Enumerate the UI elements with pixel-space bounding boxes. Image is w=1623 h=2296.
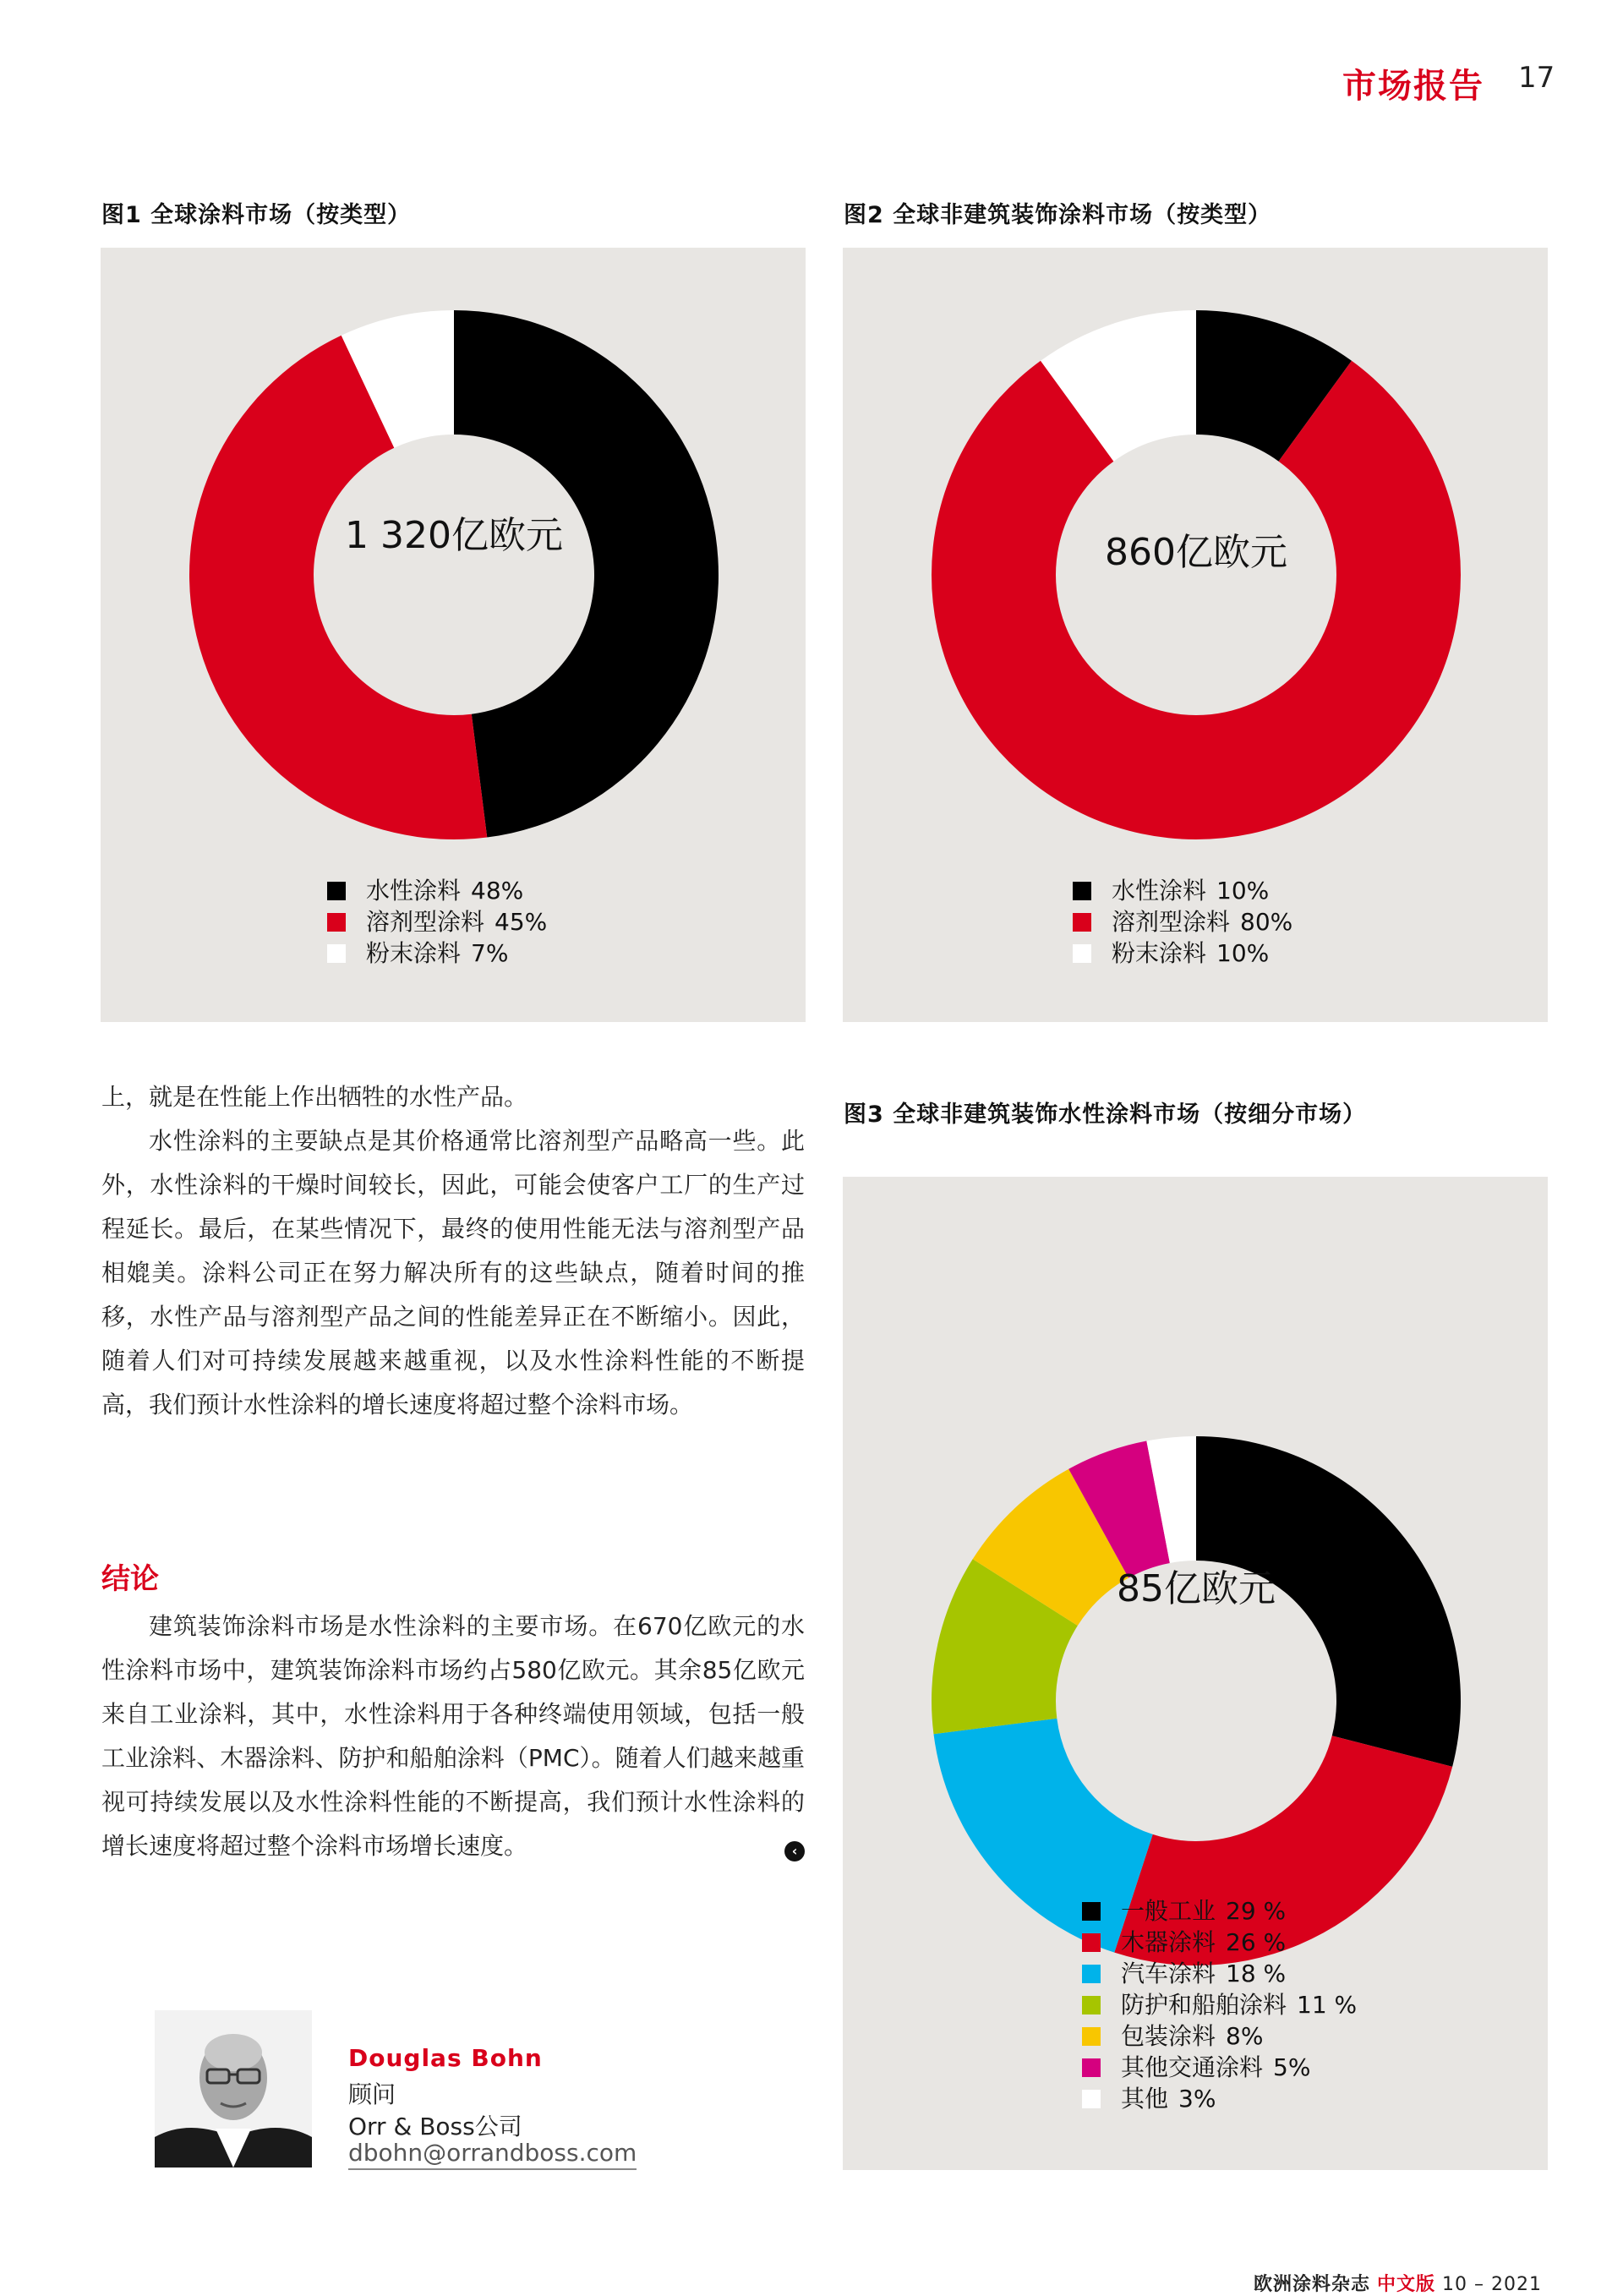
legend-item-protective-marine [1082, 1989, 1357, 2020]
legend-value: 29 % [1226, 1897, 1287, 1925]
end-of-article-icon: ‹ [784, 1841, 805, 1861]
figure-2-legend [1073, 875, 1292, 969]
legend-value: 26 % [1226, 1928, 1287, 1956]
legend-swatch [1073, 944, 1091, 963]
legend-swatch [1073, 913, 1091, 932]
legend-item-solventborne [327, 906, 547, 938]
legend-swatch [1082, 1933, 1101, 1952]
figure-1-panel [101, 248, 806, 1022]
legend-item-automotive [1082, 1958, 1357, 1989]
legend-item-other-transport [1082, 2052, 1357, 2083]
donut-center-label: 1 320亿欧元 [345, 514, 563, 557]
article-body [101, 1075, 805, 1427]
article-paragraph: 上，就是在性能上作出牺牲的水性产品。 [101, 1083, 528, 1111]
article-paragraph: 水性涂料的主要缺点是其价格通常比溶剂型产品略高一些。此外，水性涂料的干燥时间较长，因此，可能会使客户工厂的生产过程延长。最后，在某些情况下，最终的使用性能无法与溶剂型产品相媲美。涂料公司正在努力解决所有的这些缺点，随着时间的推移，水性产品与溶剂型产品之间的性能差异正在不断缩小。因此，随着人们对可持续发展越来越重视，以及水性涂料性能的不断提高，我们预计水性涂料的增长速度将超过整个涂料市场。 [101, 1127, 805, 1419]
legend-label: 溶剂型涂料 [366, 908, 485, 936]
legend-value: 11 % [1297, 1991, 1358, 2019]
figure-1-legend [327, 875, 547, 969]
legend-swatch [1082, 1902, 1101, 1921]
legend-value: 48% [471, 877, 524, 905]
legend-item-solventborne [1073, 906, 1292, 938]
donut-center-label: 85亿欧元 [1117, 1567, 1276, 1610]
conclusion-body [101, 1604, 805, 1868]
figure-3-title: 图3 全球非建筑装饰水性涂料市场（按细分市场） [844, 1102, 1367, 1128]
legend-value: 7% [471, 939, 509, 967]
legend-item-waterborne [1073, 875, 1292, 906]
legend-value: 8% [1226, 2022, 1264, 2050]
legend-label: 水性涂料 [1112, 877, 1207, 905]
legend-item-general-industrial [1082, 1895, 1357, 1927]
legend-label: 溶剂型涂料 [1112, 908, 1231, 936]
legend-label: 木器涂料 [1121, 1928, 1216, 1956]
legend-label: 防护和船舶涂料 [1121, 1991, 1287, 2019]
author-photo [155, 2010, 312, 2168]
legend-item-powder [1073, 938, 1292, 969]
legend-value: 5% [1273, 2053, 1311, 2081]
legend-value: 10% [1216, 877, 1270, 905]
legend-label: 汽车涂料 [1121, 1960, 1216, 1987]
figure-2-panel [843, 248, 1548, 1022]
legend-item-waterborne [327, 875, 547, 906]
conclusion-heading: 结论 [101, 1562, 159, 1596]
legend-value: 80% [1240, 908, 1293, 936]
legend-label: 粉末涂料 [366, 939, 462, 967]
legend-item-wood [1082, 1927, 1357, 1958]
figure-3-legend [1082, 1895, 1357, 2114]
legend-swatch [1082, 2090, 1101, 2108]
legend-label: 水性涂料 [366, 877, 462, 905]
author-company: Orr & Boss公司 [348, 2113, 522, 2140]
legend-label: 包装涂料 [1121, 2022, 1216, 2050]
footer-magazine: 欧洲涂料杂志 [1254, 2274, 1371, 2295]
legend-label: 其他交通涂料 [1121, 2053, 1264, 2081]
section-title: 市场报告 [1342, 67, 1484, 106]
legend-value: 18 % [1226, 1960, 1287, 1987]
legend-swatch [327, 944, 346, 963]
donut-center-label: 860亿欧元 [1105, 531, 1287, 574]
legend-item-powder [327, 938, 547, 969]
legend-value: 3% [1178, 2085, 1216, 2113]
footer-edition: 中文版 [1377, 2274, 1436, 2295]
legend-label: 一般工业 [1121, 1897, 1216, 1925]
figure-3-panel [843, 1177, 1548, 2170]
legend-swatch [1073, 882, 1091, 900]
author-name: Douglas Bohn [348, 2044, 543, 2072]
page-footer [1254, 2270, 1542, 2296]
legend-item-packaging [1082, 2020, 1357, 2052]
figure-1-title: 图1 全球涂料市场（按类型） [101, 202, 412, 228]
legend-swatch [327, 913, 346, 932]
legend-label: 其他 [1121, 2085, 1169, 2113]
author-role: 顾问 [348, 2080, 396, 2108]
legend-item-other [1082, 2083, 1357, 2114]
legend-label: 粉末涂料 [1112, 939, 1207, 967]
page-number: 17 [1518, 61, 1555, 95]
legend-swatch [1082, 2027, 1101, 2046]
legend-value: 10% [1216, 939, 1270, 967]
legend-swatch [327, 882, 346, 900]
author-email-link[interactable]: dbohn@orrandboss.com [348, 2139, 637, 2170]
legend-swatch [1082, 1965, 1101, 1983]
article-paragraph: 建筑装饰涂料市场是水性涂料的主要市场。在670亿欧元的水性涂料市场中，建筑装饰涂料市场约占580亿欧元。其余85亿欧元来自工业涂料，其中，水性涂料用于各种终端使用领域，包括一般工业涂料、木器涂料、防护和船舶涂料（PMC）。随着人们越来越重视可持续发展以及水性涂料性能的不断提高，我们预计水性涂料的增长速度将超过整个涂料市场增长速度。 [101, 1612, 805, 1860]
donut-slice-1 [454, 310, 719, 838]
legend-value: 45% [495, 908, 548, 936]
legend-swatch [1082, 2058, 1101, 2077]
figure-2-title: 图2 全球非建筑装饰涂料市场（按类型） [844, 202, 1272, 228]
footer-issue: 10 – 2021 [1442, 2274, 1542, 2295]
legend-swatch [1082, 1996, 1101, 2014]
